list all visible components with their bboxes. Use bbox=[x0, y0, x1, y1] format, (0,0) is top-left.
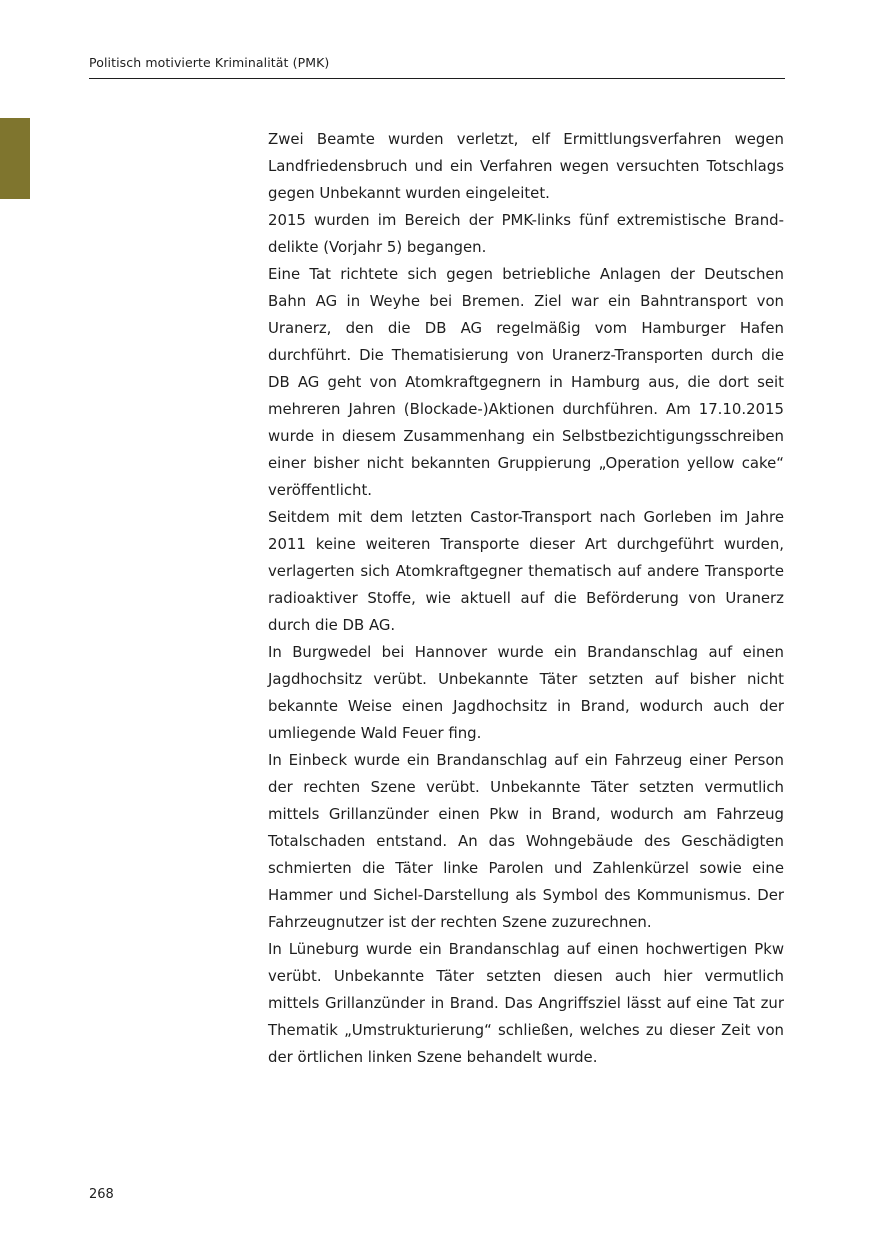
running-header-title: Politisch motivierte Kriminalität (PMK) bbox=[89, 55, 330, 70]
paragraph: Seitdem mit dem letzten Castor-Transport nach Gorleben im Jahre 2011 keine weiteren Transporte dieser Art durchgeführt wurden, verlagerten sich Atomkraftgegner thematisch auf andere Transporte radioaktiver Stoffe, wie aktuell auf die Beförderung von Uranerz durch die DB AG. bbox=[268, 508, 784, 634]
paragraph: Zwei Beamte wurden verletzt, elf Ermittlungsverfahren wegen Landfriedensbruch und ein Verfahren wegen versuchten Totschlags gegen Unbekannt wurden eingeleitet. bbox=[268, 130, 784, 202]
page-number: 268 bbox=[89, 1187, 114, 1202]
paragraph: In Lüneburg wurde ein Brandanschlag auf einen hochwertigen Pkw verübt. Unbekannte Täter setzten diesen auch hier vermutlich mittels Grillanzünder in Brand. Das Angriffsziel lässt auf eine Tat zur Thematik „Umstrukturierung“ schließen, welches zu dieser Zeit von der örtlichen linken Szene behandelt wurde. bbox=[268, 940, 784, 1066]
body-text bbox=[268, 126, 784, 1071]
header-rule bbox=[89, 78, 785, 79]
paragraph: In Einbeck wurde ein Brandanschlag auf ein Fahrzeug einer Person der rechten Szene verübt. Unbekannte Täter setzten vermutlich mittels Grillanzünder einen Pkw in Brand, wodurch am Fahrzeug Totalschaden entstand. An das Wohngebäude des Geschädigten schmierten die Täter linke Parolen und Zahlenkürzel sowie eine Hammer und Sichel-Darstellung als Symbol des Kommunismus. Der Fahrzeugnutzer ist der rechten Szene zuzurechnen. bbox=[268, 751, 784, 931]
paragraph: 2015 wurden im Bereich der PMK-links fünf extremistische Branddelikte (Vorjahr 5) begangen. bbox=[268, 211, 784, 256]
chapter-side-tab bbox=[0, 118, 30, 199]
paragraph: Eine Tat richtete sich gegen betriebliche Anlagen der Deutschen Bahn AG in Weyhe bei Bremen. Ziel war ein Bahntransport von Uranerz, den die DB AG regelmäßig vom Hamburger Hafen durchführt. Die Thematisierung von Uranerz-Transporten durch die DB AG geht von Atomkraftgegnern in Hamburg aus, die dort seit mehreren Jahren (Blockade-)Aktionen durchführen. Am 17.10.2015 wurde in diesem Zusammenhang ein Selbstbezichtigungsschreiben einer bisher nicht bekannten Gruppierung „Operation yellow cake“ veröffentlicht. bbox=[268, 265, 784, 499]
paragraph: In Burgwedel bei Hannover wurde ein Brandanschlag auf einen Jagdhochsitz verübt. Unbekannte Täter setzten auf bisher nicht bekannte Weise einen Jagdhochsitz in Brand, wodurch auch der umliegende Wald Feuer fing. bbox=[268, 643, 784, 742]
